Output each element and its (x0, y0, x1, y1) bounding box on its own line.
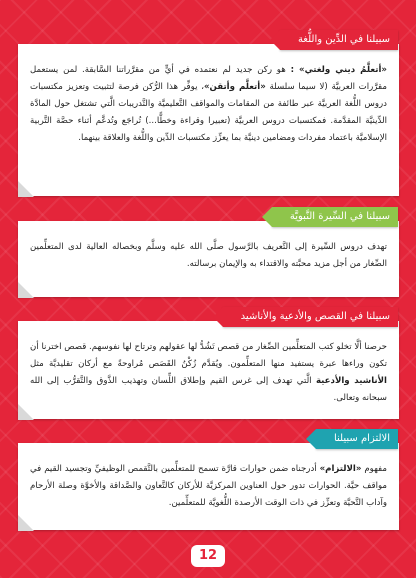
body-text: مفهوم (361, 464, 387, 474)
bold-term: «أتعلَّم وأتقن» (203, 82, 266, 92)
section-body (18, 221, 399, 273)
section-title-tab: سبيلنا في القصص والأدعية والأناشيد (223, 307, 398, 327)
body-text: هو ركن جديد لم نعتمده في أيٍّ من مقرَّراتنا السَّابقة. لمن يستعمل مقرَّرات العربيَّة (لا سيما سلسلة (30, 65, 387, 92)
body-text: تهدف دروس السِّيرة إلى التَّعريف بالرَّسول صلَّى الله عليه وسلَّم وبخصاله العالية لدى المتعلِّمين الصِّغار من أجل مزيد محبَّته والاقتداء به والإيمان برسالته. (30, 242, 387, 269)
body-text: ، يوفِّر هذا الرُّكن فرصة لتثبيت وتعزيز مكتسبات دروس اللُّغة العربيَّة عبر طائفة من المقامات والمواقف التَّعليميَّة والتَّدريبات الَّتي تشتغل حول المادَّة الدِّينيَّة المقدَّمة. فمكتسبات دروس العربيَّة (تعبيرا وقراءة وخطًّا...) تُراجَع وتُدعَّم أثناء حصَّة التَّربية الإسلاميَّة باعتماد مفردات ومضامين دينيَّة بما يعزِّز مكتسبات الدِّين واللُّغة والعلاقة بينهما. (30, 82, 387, 143)
page-fold-decoration (18, 282, 34, 298)
section-card-commitment (18, 443, 399, 530)
bold-term: «الالتزام» (319, 464, 362, 474)
bold-term: «أتعلَّمُ ديني ولغتي» : (290, 65, 387, 75)
section-body (18, 443, 399, 512)
body-text: أدرجناه ضمن حوارات قارَّة تسمح للمتعلِّمين بالتَّقمص الوظيفيِّ وتجسيد القيم في مواقف حيَّة. الحوارات تدور حول العناوين المركزيَّة للأركان كالتَّعاون والصَّداقة والأخوَّة وصلة الأرحام وآداب التَّحيَّة وتعزِّز في ذات الوقت الأرصدة اللُّغويَّة للمتعلِّمين. (30, 464, 387, 508)
section-card-prophet-biography (18, 221, 399, 297)
section-body (18, 44, 399, 147)
section-body (18, 321, 399, 407)
section-title-tab: سبيلنا في الدِّين واللُّغة (280, 30, 398, 50)
page-number: 12 (191, 545, 225, 567)
bold-term: الأناشيد والأدعية (315, 376, 387, 386)
section-title-tab: سبيلنا في السِّيرة النَّبويَّة (272, 207, 398, 227)
body-text: حرصنا ألَّا تخلو كتب المتعلِّمين الصِّغار من قصص تَشُدُّ لها عقولهم وترتاح لها نفوسهم. قصص اخترنا أن تكون وراءها عبرة يستفيد منها المتعلِّمون. ويُقدَّم زُكْنُ القَصَص مُراوحةً مع أركان تقليديَّة مثل (30, 342, 387, 369)
body-text: الَّتي تهدف إلى غرس القيم وإطلاق اللِّسان وتهذيب الذَّوق والتَّقرُّب إلى الله سبحانه وتعالى. (30, 376, 387, 403)
section-title-tab: الالتزام سبيلنا (316, 429, 398, 449)
page-fold-decoration (18, 181, 34, 197)
page-fold-decoration (18, 515, 34, 531)
page-fold-decoration (18, 404, 34, 420)
section-card-stories-prayers-songs (18, 321, 399, 419)
section-card-religion-language (18, 44, 399, 196)
